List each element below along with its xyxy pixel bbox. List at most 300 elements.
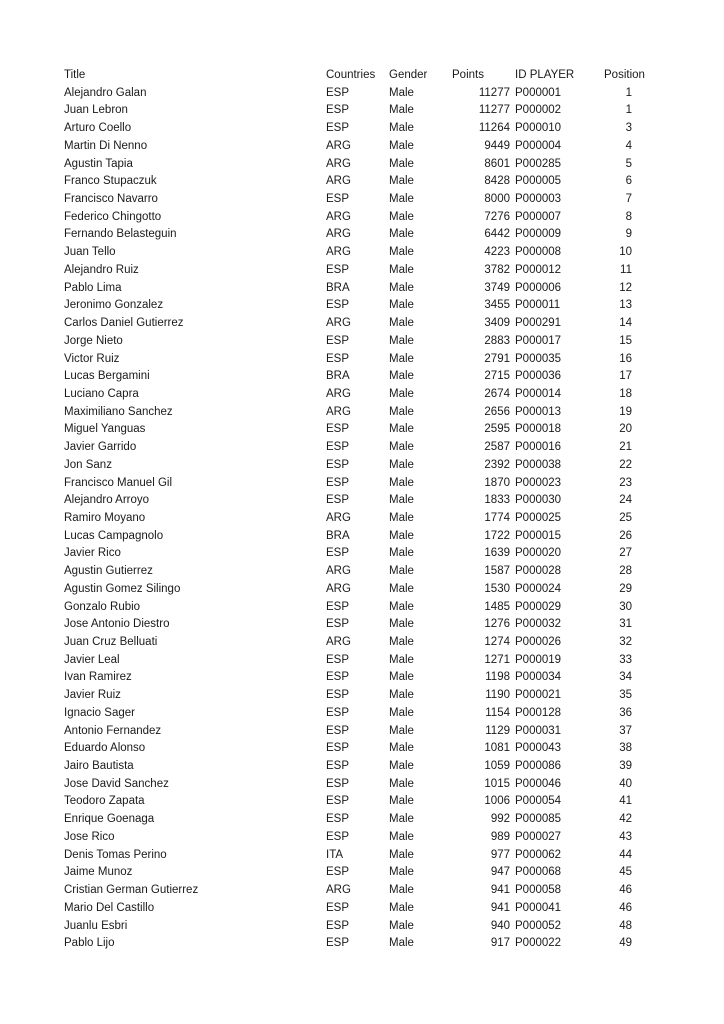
table-row bbox=[64, 581, 644, 599]
player-position: 31 bbox=[619, 618, 632, 631]
player-id: P000003 bbox=[515, 193, 562, 206]
player-name: Juan Cruz Belluati bbox=[64, 636, 158, 648]
player-position: 42 bbox=[619, 813, 632, 826]
player-gender: Male bbox=[389, 760, 414, 773]
player-country: ESP bbox=[326, 263, 350, 276]
player-position: 39 bbox=[619, 760, 632, 773]
player-gender: Male bbox=[389, 547, 414, 560]
player-points: 941 bbox=[490, 884, 510, 897]
player-country: ESP bbox=[326, 441, 350, 454]
player-position: 29 bbox=[619, 582, 632, 595]
player-country: ESP bbox=[326, 193, 350, 206]
player-country: ESP bbox=[326, 653, 350, 666]
player-position: 32 bbox=[619, 636, 632, 648]
player-id: P000052 bbox=[515, 919, 562, 932]
player-position: 6 bbox=[625, 175, 632, 188]
player-points: 989 bbox=[490, 830, 510, 843]
player-country: ESP bbox=[326, 760, 350, 773]
player-points: 11277 bbox=[478, 104, 510, 117]
player-points: 3455 bbox=[484, 299, 510, 312]
player-country: ESP bbox=[326, 937, 350, 950]
player-position: 44 bbox=[619, 848, 632, 861]
player-id: P000008 bbox=[515, 246, 562, 259]
player-name: Carlos Daniel Gutierrez bbox=[64, 317, 184, 330]
player-id: P000019 bbox=[515, 653, 562, 666]
player-gender: Male bbox=[389, 104, 414, 117]
player-name: Eduardo Alonso bbox=[64, 742, 146, 755]
player-country: ESP bbox=[326, 901, 350, 914]
table-row bbox=[64, 85, 644, 103]
player-gender: Male bbox=[389, 458, 414, 471]
player-country: ESP bbox=[326, 547, 350, 560]
player-country: ESP bbox=[326, 919, 350, 932]
player-country: ESP bbox=[326, 86, 350, 99]
table-row bbox=[64, 173, 644, 191]
player-id: P000020 bbox=[515, 547, 562, 560]
player-id: P000046 bbox=[515, 777, 562, 790]
player-name: Juanlu Esbri bbox=[64, 919, 128, 932]
player-name: Maximiliano Sanchez bbox=[64, 405, 173, 418]
player-position: 28 bbox=[619, 565, 632, 578]
player-gender: Male bbox=[389, 317, 414, 330]
player-gender: Male bbox=[389, 884, 414, 897]
player-position: 15 bbox=[619, 334, 632, 347]
player-name: Teodoro Zapata bbox=[64, 795, 145, 808]
table-row bbox=[64, 882, 644, 900]
player-country: ESP bbox=[326, 706, 350, 719]
player-points: 1129 bbox=[485, 724, 510, 737]
table-row bbox=[64, 297, 644, 315]
player-name: Martin Di Nenno bbox=[64, 139, 148, 152]
player-country: ESP bbox=[326, 777, 350, 790]
player-id: P000086 bbox=[515, 760, 562, 773]
player-points: 6442 bbox=[484, 228, 510, 241]
player-position: 48 bbox=[619, 919, 632, 932]
player-country: ESP bbox=[326, 494, 350, 507]
player-gender: Male bbox=[389, 582, 414, 595]
player-gender: Male bbox=[389, 86, 414, 99]
player-name: Pablo Lijo bbox=[64, 937, 115, 950]
player-country: ARG bbox=[326, 636, 351, 648]
player-gender: Male bbox=[389, 848, 414, 861]
player-id: P000291 bbox=[515, 317, 562, 330]
player-country: ARG bbox=[326, 387, 351, 400]
player-country: ARG bbox=[326, 317, 351, 330]
table-row bbox=[64, 156, 644, 174]
player-position: 38 bbox=[619, 742, 632, 755]
player-name: Agustin Gomez Silingo bbox=[64, 582, 181, 595]
player-points: 3409 bbox=[484, 317, 510, 330]
player-name: Ramiro Moyano bbox=[64, 511, 146, 524]
table-row bbox=[64, 864, 644, 882]
player-gender: Male bbox=[389, 494, 414, 507]
player-country: ARG bbox=[326, 405, 351, 418]
table-body bbox=[64, 85, 644, 953]
player-position: 18 bbox=[619, 387, 632, 400]
player-id: P000022 bbox=[515, 937, 562, 950]
player-gender: Male bbox=[389, 423, 414, 436]
player-country: ARG bbox=[326, 884, 351, 897]
player-name: Jose Rico bbox=[64, 830, 115, 843]
player-points: 1276 bbox=[484, 618, 510, 631]
player-gender: Male bbox=[389, 618, 414, 631]
player-id: P000062 bbox=[515, 848, 562, 861]
player-id: P000002 bbox=[515, 104, 562, 117]
player-id: P000068 bbox=[515, 866, 562, 879]
player-country: ESP bbox=[326, 352, 350, 365]
player-id: P000032 bbox=[515, 618, 562, 631]
player-id: P000018 bbox=[515, 423, 562, 436]
player-name: Enrique Goenaga bbox=[64, 813, 155, 826]
player-points: 4223 bbox=[484, 246, 510, 259]
player-points: 1190 bbox=[485, 689, 510, 702]
player-points: 1722 bbox=[484, 529, 510, 542]
player-country: BRA bbox=[326, 370, 350, 383]
table-row bbox=[64, 280, 644, 298]
player-position: 1 bbox=[625, 104, 632, 117]
player-name: Jose Antonio Diestro bbox=[64, 618, 170, 631]
player-gender: Male bbox=[389, 175, 414, 188]
player-id: P000007 bbox=[515, 210, 562, 223]
player-country: ARG bbox=[326, 511, 351, 524]
table-row bbox=[64, 138, 644, 156]
player-points: 8000 bbox=[484, 193, 510, 206]
player-points: 7276 bbox=[484, 210, 510, 223]
player-country: ESP bbox=[326, 689, 350, 702]
table-row bbox=[64, 404, 644, 422]
header-points: Points bbox=[452, 69, 484, 81]
player-points: 11277 bbox=[478, 86, 510, 99]
player-points: 2595 bbox=[484, 423, 510, 436]
player-id: P000028 bbox=[515, 565, 562, 578]
player-name: Gonzalo Rubio bbox=[64, 600, 141, 613]
player-points: 1587 bbox=[484, 565, 510, 578]
player-gender: Male bbox=[389, 777, 414, 790]
player-id: P000036 bbox=[515, 370, 562, 383]
player-country: ARG bbox=[326, 246, 351, 259]
player-points: 2791 bbox=[484, 352, 510, 365]
player-id: P000021 bbox=[515, 689, 562, 702]
player-points: 1639 bbox=[484, 547, 510, 560]
player-country: ARG bbox=[326, 157, 351, 170]
player-country: ESP bbox=[326, 122, 350, 135]
table-row bbox=[64, 829, 644, 847]
player-position: 41 bbox=[619, 795, 632, 808]
player-name: Jorge Nieto bbox=[64, 334, 123, 347]
table-row bbox=[64, 758, 644, 776]
player-id: P000035 bbox=[515, 352, 562, 365]
player-country: ESP bbox=[326, 458, 350, 471]
player-name: Javier Garrido bbox=[64, 441, 137, 454]
player-gender: Male bbox=[389, 706, 414, 719]
player-points: 3782 bbox=[484, 263, 510, 276]
player-gender: Male bbox=[389, 653, 414, 666]
player-position: 26 bbox=[619, 529, 632, 542]
table-row bbox=[64, 368, 644, 386]
player-gender: Male bbox=[389, 636, 414, 648]
player-gender: Male bbox=[389, 139, 414, 152]
player-country: ESP bbox=[326, 423, 350, 436]
player-gender: Male bbox=[389, 334, 414, 347]
player-gender: Male bbox=[389, 671, 414, 684]
table-row bbox=[64, 634, 644, 652]
player-gender: Male bbox=[389, 246, 414, 259]
player-points: 1274 bbox=[484, 636, 510, 648]
player-position: 34 bbox=[619, 671, 632, 684]
player-name: Lucas Campagnolo bbox=[64, 529, 164, 542]
header-title: Title bbox=[64, 69, 86, 81]
player-id: P000034 bbox=[515, 671, 562, 684]
player-points: 1774 bbox=[484, 511, 510, 524]
table-row bbox=[64, 616, 644, 634]
player-gender: Male bbox=[389, 866, 414, 879]
player-name: Luciano Capra bbox=[64, 387, 139, 400]
table-row bbox=[64, 510, 644, 528]
player-name: Alejandro Ruiz bbox=[64, 263, 139, 276]
player-position: 46 bbox=[619, 901, 632, 914]
player-id: P000038 bbox=[515, 458, 562, 471]
player-points: 1271 bbox=[484, 653, 510, 666]
player-points: 940 bbox=[490, 919, 510, 932]
player-id: P000058 bbox=[515, 884, 562, 897]
player-gender: Male bbox=[389, 511, 414, 524]
table-row bbox=[64, 935, 644, 953]
player-country: ARG bbox=[326, 565, 351, 578]
player-position: 9 bbox=[625, 228, 632, 241]
player-country: ESP bbox=[326, 600, 350, 613]
player-points: 947 bbox=[490, 866, 510, 879]
player-points: 8601 bbox=[484, 157, 510, 170]
table-row bbox=[64, 793, 644, 811]
player-points: 9449 bbox=[484, 139, 510, 152]
player-position: 40 bbox=[619, 777, 632, 790]
player-points: 2715 bbox=[484, 370, 510, 383]
table-row bbox=[64, 492, 644, 510]
player-name: Pablo Lima bbox=[64, 281, 122, 294]
table-row bbox=[64, 918, 644, 936]
player-points: 3749 bbox=[484, 281, 510, 294]
player-id: P000128 bbox=[515, 706, 562, 719]
header-id-player: ID PLAYER bbox=[515, 69, 575, 81]
table-row bbox=[64, 244, 644, 262]
table-row bbox=[64, 740, 644, 758]
table-row bbox=[64, 652, 644, 670]
player-position: 46 bbox=[619, 884, 632, 897]
player-name: Miguel Yanguas bbox=[64, 423, 146, 436]
player-gender: Male bbox=[389, 281, 414, 294]
player-gender: Male bbox=[389, 830, 414, 843]
player-gender: Male bbox=[389, 742, 414, 755]
player-id: P000012 bbox=[515, 263, 562, 276]
player-position: 25 bbox=[619, 511, 632, 524]
table-row bbox=[64, 687, 644, 705]
player-position: 49 bbox=[619, 937, 632, 950]
player-name: Agustin Tapia bbox=[64, 157, 133, 170]
player-id: P000014 bbox=[515, 387, 562, 400]
table-row bbox=[64, 669, 644, 687]
player-points: 2674 bbox=[484, 387, 510, 400]
player-country: ESP bbox=[326, 299, 350, 312]
player-id: P000011 bbox=[515, 299, 561, 312]
player-position: 8 bbox=[625, 210, 632, 223]
player-id: P000015 bbox=[515, 529, 562, 542]
player-name: Javier Leal bbox=[64, 653, 120, 666]
table-row bbox=[64, 705, 644, 723]
player-gender: Male bbox=[389, 157, 414, 170]
player-position: 1 bbox=[625, 86, 632, 99]
player-name: Victor Ruiz bbox=[64, 352, 120, 365]
player-gender: Male bbox=[389, 901, 414, 914]
player-country: ESP bbox=[326, 742, 350, 755]
player-points: 8428 bbox=[484, 175, 510, 188]
player-position: 37 bbox=[619, 724, 632, 737]
player-id: P000054 bbox=[515, 795, 562, 808]
player-name: Fernando Belasteguin bbox=[64, 228, 177, 241]
player-country: ESP bbox=[326, 476, 350, 489]
player-name: Lucas Bergamini bbox=[64, 370, 150, 383]
player-position: 22 bbox=[619, 458, 632, 471]
player-name: Antonio Fernandez bbox=[64, 724, 162, 737]
player-name: Jaime Munoz bbox=[64, 866, 133, 879]
table-row bbox=[64, 599, 644, 617]
player-id: P000009 bbox=[515, 228, 562, 241]
header-position: Position bbox=[604, 69, 645, 81]
player-country: BRA bbox=[326, 281, 350, 294]
table-row bbox=[64, 439, 644, 457]
player-name: Federico Chingotto bbox=[64, 210, 162, 223]
player-points: 2392 bbox=[484, 458, 510, 471]
player-gender: Male bbox=[389, 919, 414, 932]
player-position: 11 bbox=[620, 263, 632, 276]
table-row bbox=[64, 545, 644, 563]
player-id: P000016 bbox=[515, 441, 562, 454]
player-position: 30 bbox=[619, 600, 632, 613]
player-position: 3 bbox=[625, 122, 632, 135]
player-points: 1485 bbox=[484, 600, 510, 613]
player-name: Cristian German Gutierrez bbox=[64, 884, 199, 897]
player-position: 20 bbox=[619, 423, 632, 436]
table-row bbox=[64, 475, 644, 493]
player-id: P000006 bbox=[515, 281, 562, 294]
table-row bbox=[64, 102, 644, 120]
player-gender: Male bbox=[389, 122, 414, 135]
player-gender: Male bbox=[389, 813, 414, 826]
player-position: 27 bbox=[619, 547, 632, 560]
player-gender: Male bbox=[389, 228, 414, 241]
player-position: 14 bbox=[619, 317, 632, 330]
player-country: ESP bbox=[326, 104, 350, 117]
player-gender: Male bbox=[389, 299, 414, 312]
player-country: ESP bbox=[326, 618, 350, 631]
table-row bbox=[64, 563, 644, 581]
player-name: Mario Del Castillo bbox=[64, 901, 155, 914]
table-row bbox=[64, 386, 644, 404]
player-gender: Male bbox=[389, 937, 414, 950]
player-id: P000013 bbox=[515, 405, 562, 418]
player-country: ESP bbox=[326, 830, 350, 843]
player-position: 35 bbox=[619, 689, 632, 702]
player-country: ARG bbox=[326, 210, 351, 223]
player-gender: Male bbox=[389, 387, 414, 400]
player-position: 16 bbox=[619, 352, 632, 365]
player-points: 1015 bbox=[484, 777, 510, 790]
player-points: 1154 bbox=[485, 706, 510, 719]
player-country: ESP bbox=[326, 795, 350, 808]
player-gender: Male bbox=[389, 724, 414, 737]
player-position: 24 bbox=[619, 494, 632, 507]
player-gender: Male bbox=[389, 689, 414, 702]
player-position: 10 bbox=[619, 246, 632, 259]
player-name: Jairo Bautista bbox=[64, 760, 134, 773]
player-id: P000024 bbox=[515, 582, 562, 595]
header-gender: Gender bbox=[389, 69, 428, 81]
table-row bbox=[64, 457, 644, 475]
player-position: 45 bbox=[619, 866, 632, 879]
player-country: ESP bbox=[326, 671, 350, 684]
player-name: Denis Tomas Perino bbox=[64, 848, 167, 861]
player-name: Arturo Coello bbox=[64, 122, 132, 135]
player-country: BRA bbox=[326, 529, 350, 542]
player-name: Franco Stupaczuk bbox=[64, 175, 157, 188]
player-position: 23 bbox=[619, 476, 632, 489]
player-position: 4 bbox=[625, 139, 632, 152]
player-name: Javier Rico bbox=[64, 547, 121, 560]
player-points: 941 bbox=[490, 901, 510, 914]
player-name: Javier Ruiz bbox=[64, 689, 121, 702]
player-id: P000041 bbox=[515, 901, 562, 914]
player-id: P000023 bbox=[515, 476, 562, 489]
player-points: 2656 bbox=[484, 405, 510, 418]
player-points: 1833 bbox=[484, 494, 510, 507]
player-id: P000017 bbox=[515, 334, 562, 347]
table-row bbox=[64, 262, 644, 280]
table-row bbox=[64, 351, 644, 369]
player-country: ARG bbox=[326, 175, 351, 188]
player-position: 21 bbox=[619, 441, 632, 454]
table-header bbox=[64, 67, 644, 85]
player-name: Ivan Ramirez bbox=[64, 671, 132, 684]
player-gender: Male bbox=[389, 263, 414, 276]
player-gender: Male bbox=[389, 441, 414, 454]
table-row bbox=[64, 811, 644, 829]
player-id: P000031 bbox=[515, 724, 562, 737]
table-row bbox=[64, 847, 644, 865]
player-id: P000029 bbox=[515, 600, 562, 613]
player-id: P000026 bbox=[515, 636, 562, 648]
player-country: ITA bbox=[326, 848, 344, 861]
player-name: Jose David Sanchez bbox=[64, 777, 169, 790]
player-points: 1198 bbox=[485, 671, 510, 684]
player-name: Juan Tello bbox=[64, 246, 116, 259]
player-position: 19 bbox=[619, 405, 632, 418]
player-gender: Male bbox=[389, 352, 414, 365]
player-country: ESP bbox=[326, 724, 350, 737]
player-gender: Male bbox=[389, 193, 414, 206]
player-name: Francisco Manuel Gil bbox=[64, 476, 173, 489]
player-id: P000085 bbox=[515, 813, 562, 826]
player-points: 977 bbox=[490, 848, 510, 861]
player-points: 917 bbox=[490, 937, 510, 950]
player-gender: Male bbox=[389, 210, 414, 223]
player-gender: Male bbox=[389, 600, 414, 613]
player-id: P000001 bbox=[515, 86, 562, 99]
player-position: 17 bbox=[619, 370, 632, 383]
player-points: 1059 bbox=[484, 760, 510, 773]
player-country: ESP bbox=[326, 813, 350, 826]
player-points: 2587 bbox=[484, 441, 510, 454]
player-country: ESP bbox=[326, 866, 350, 879]
player-points: 1870 bbox=[484, 476, 510, 489]
